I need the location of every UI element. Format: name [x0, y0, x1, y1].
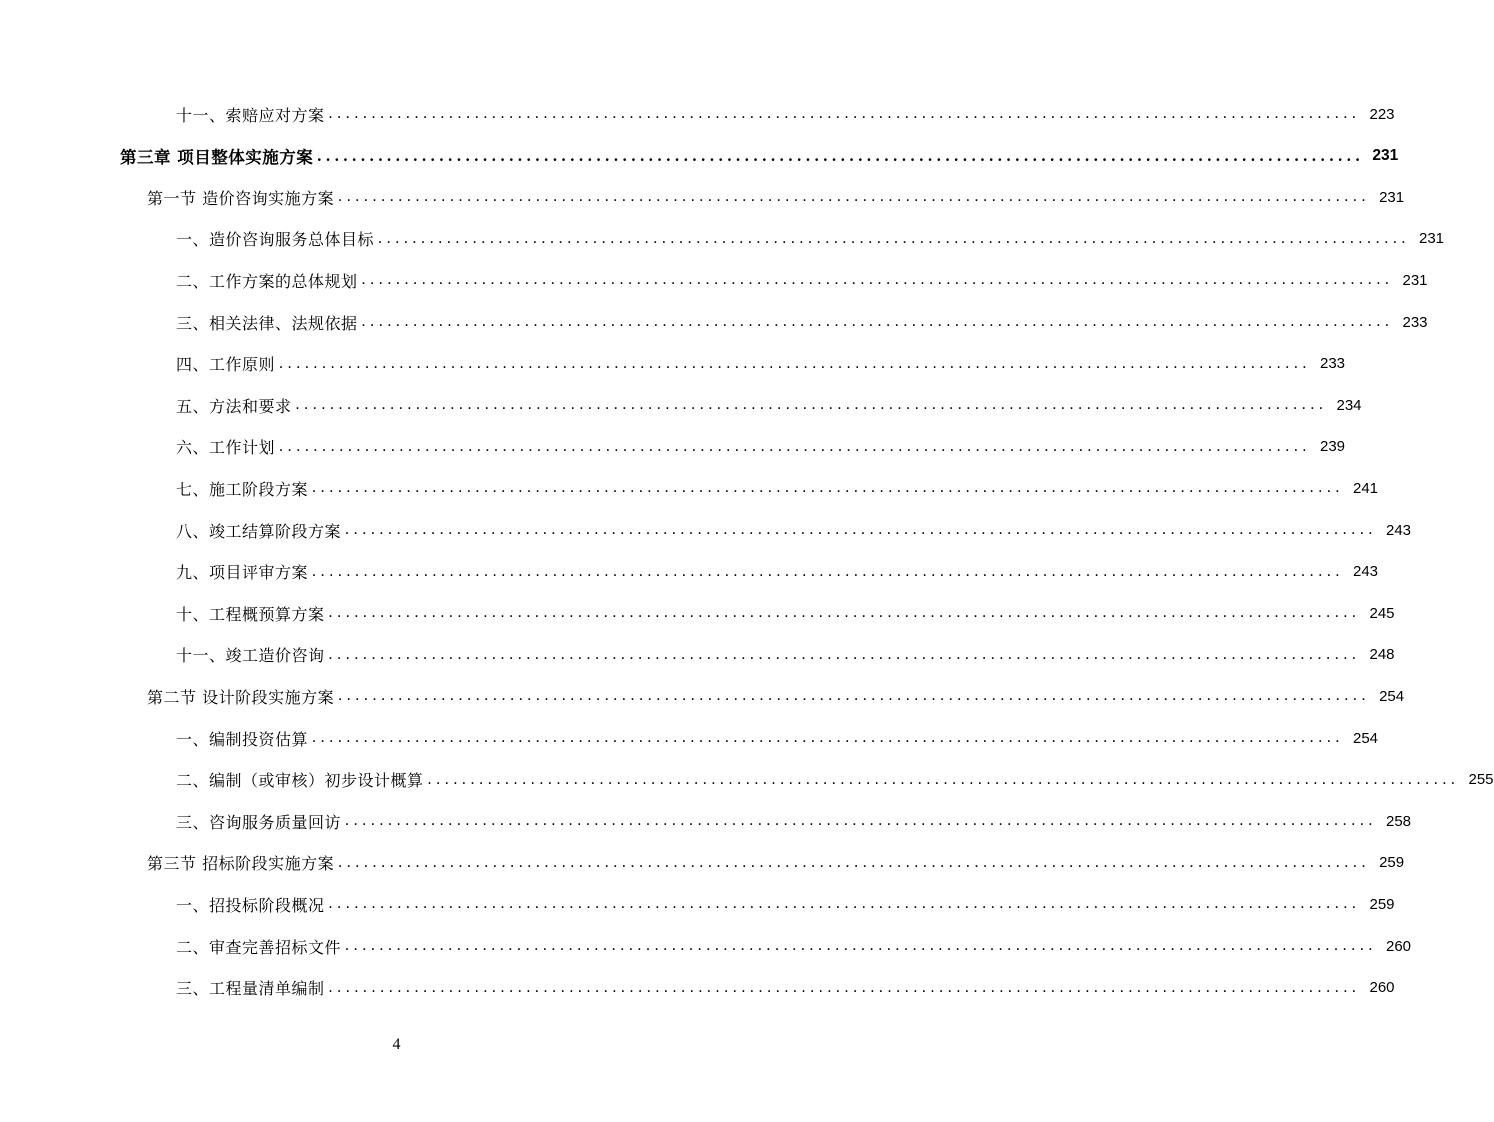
- toc-entry-label: 七、施工阶段方案: [176, 479, 309, 499]
- toc-chapter-entry[interactable]: [120, 138, 1399, 174]
- toc-entry-label: 第三章 项目整体实施方案: [120, 147, 314, 167]
- toc-entry-page: 241: [1352, 479, 1379, 497]
- toc-dot-leader: ........................................................................................................................: [338, 188, 1371, 206]
- toc-dot-leader: ........................................................................................................................: [338, 687, 1371, 705]
- toc-item-entry[interactable]: [176, 304, 1428, 340]
- toc-entry-label: 八、竣工结算阶段方案: [176, 521, 342, 541]
- toc-section-entry[interactable]: [147, 179, 1405, 215]
- toc-item-entry[interactable]: [176, 429, 1346, 465]
- toc-entry-page: 231: [1418, 230, 1445, 248]
- toc-item-entry[interactable]: [176, 512, 1412, 548]
- toc-entry-label: 一、编制投资估算: [176, 729, 309, 749]
- toc-entry-page: 231: [1402, 271, 1428, 289]
- toc-item-entry[interactable]: [176, 554, 1379, 590]
- toc-entry-label: 三、工程量清单编制: [176, 979, 325, 999]
- toc-entry-page: 234: [1336, 396, 1362, 414]
- toc-entry-page: 233: [1402, 313, 1428, 331]
- toc-entry-page: 223: [1369, 105, 1395, 123]
- toc-dot-leader: ........................................................................................................................: [378, 229, 1411, 247]
- toc-item-entry[interactable]: [176, 595, 1395, 631]
- toc-entry-label: 一、造价咨询服务总体目标: [176, 230, 375, 250]
- toc-dot-leader: ........................................................................................................................: [312, 479, 1345, 497]
- toc-dot-leader: ........................................................................................................................: [328, 604, 1361, 622]
- toc-dot-leader: ........................................................................................................................: [328, 895, 1361, 913]
- toc-entry-page: 260: [1369, 979, 1395, 997]
- toc-entry-label: 二、编制（或审核）初步设计概算: [176, 771, 424, 791]
- toc-entry-page: 259: [1369, 895, 1395, 913]
- toc-entry-page: 258: [1385, 812, 1412, 830]
- toc-entry-page: 243: [1352, 563, 1379, 581]
- toc-entry-label: 六、工作计划: [176, 438, 276, 458]
- toc-dot-leader: ........................................................................................................................: [345, 812, 1378, 830]
- toc-entry-label: 十一、索赔应对方案: [176, 105, 325, 125]
- toc-item-entry[interactable]: [176, 928, 1412, 964]
- toc-item-entry[interactable]: [176, 886, 1395, 922]
- toc-entry-label: 第一节 造价咨询实施方案: [147, 188, 335, 208]
- toc-entry-label: 十一、竣工造价咨询: [176, 646, 325, 666]
- toc-entry-label: 九、项目评审方案: [176, 563, 309, 583]
- toc-dot-leader: ........................................................................................................................: [279, 437, 1312, 455]
- toc-item-entry[interactable]: [176, 803, 1412, 839]
- toc-entry-label: 十、工程概预算方案: [176, 604, 325, 624]
- toc-entry-page: 248: [1369, 646, 1395, 664]
- toc-item-entry[interactable]: [176, 221, 1445, 257]
- toc-entry-page: 254: [1352, 729, 1379, 747]
- toc-entry-page: 233: [1319, 355, 1346, 373]
- toc-entry-page: 243: [1385, 521, 1412, 539]
- toc-item-entry[interactable]: [176, 470, 1379, 506]
- toc-entry-page: 245: [1369, 604, 1395, 622]
- toc-item-entry[interactable]: [176, 96, 1395, 132]
- toc-entry-label: 三、咨询服务质量回访: [176, 812, 342, 832]
- toc-item-entry[interactable]: [176, 387, 1362, 423]
- toc-item-entry[interactable]: [176, 637, 1395, 673]
- toc-item-entry[interactable]: [176, 262, 1428, 298]
- toc-dot-leader: ........................................................................................................................: [312, 562, 1345, 580]
- toc-dot-leader: ........................................................................................................................: [427, 770, 1460, 788]
- page-number: 4: [392, 1036, 401, 1053]
- toc-item-entry[interactable]: [176, 762, 1494, 798]
- toc-dot-leader: ........................................................................................................................: [328, 645, 1361, 663]
- toc-item-entry[interactable]: [176, 720, 1379, 756]
- toc-entry-page: 260: [1385, 937, 1412, 955]
- toc-entry-label: 二、工作方案的总体规划: [176, 271, 358, 291]
- toc-dot-leader: ........................................................................................................................: [345, 521, 1378, 538]
- toc-entry-page: 239: [1319, 438, 1346, 456]
- toc-dot-leader: ........................................................................................................................: [295, 396, 1328, 414]
- toc-dot-leader: ........................................................................................................................: [361, 313, 1394, 330]
- toc-entry-label: 二、审查完善招标文件: [176, 937, 342, 957]
- toc-entry-label: 第三节 招标阶段实施方案: [147, 854, 335, 874]
- toc-entry-page: 231: [1372, 146, 1399, 164]
- toc-entry-label: 第二节 设计阶段实施方案: [147, 687, 335, 707]
- toc-dot-leader: ........................................................................................................................: [317, 145, 1365, 165]
- toc-entry-page: 255: [1468, 771, 1494, 789]
- toc-dot-leader: ........................................................................................................................: [312, 729, 1345, 746]
- toc-dot-leader: ........................................................................................................................: [345, 937, 1378, 954]
- toc-entry-label: 五、方法和要求: [176, 396, 292, 416]
- toc-section-entry[interactable]: [147, 845, 1405, 881]
- toc-entry-page: 231: [1379, 188, 1405, 206]
- toc-item-entry[interactable]: [176, 970, 1395, 1006]
- toc-entry-label: 四、工作原则: [176, 355, 276, 375]
- toc-entry-label: 一、招投标阶段概况: [176, 895, 325, 915]
- toc-entry-page: 254: [1379, 687, 1405, 705]
- toc-dot-leader: ........................................................................................................................: [328, 978, 1361, 996]
- toc-entry-page: 259: [1379, 854, 1405, 872]
- toc-item-entry[interactable]: [176, 346, 1346, 382]
- toc-section-entry[interactable]: [147, 678, 1405, 714]
- toc-dot-leader: ........................................................................................................................: [338, 853, 1371, 871]
- toc-dot-leader: ........................................................................................................................: [328, 105, 1361, 122]
- toc-entry-label: 三、相关法律、法规依据: [176, 313, 358, 333]
- toc-dot-leader: ........................................................................................................................: [279, 354, 1312, 372]
- toc-dot-leader: ........................................................................................................................: [361, 271, 1394, 289]
